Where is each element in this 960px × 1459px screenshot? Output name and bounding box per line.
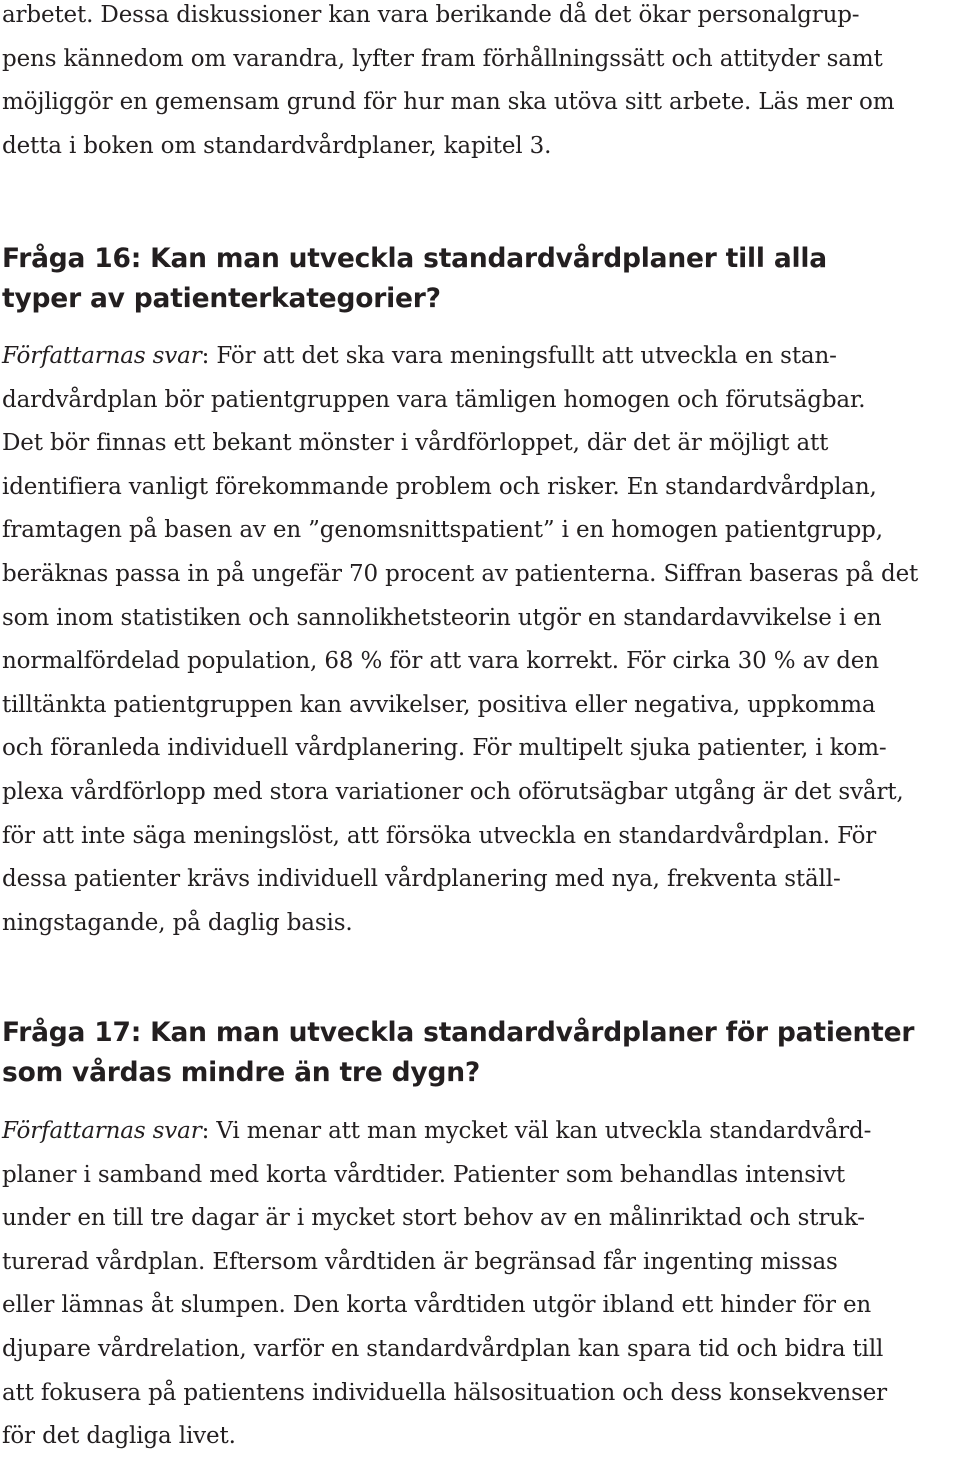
- question-17-heading: [0, 1013, 960, 1093]
- text-line: : För att det ska vara meningsfullt att utveckla en stan-: [201, 343, 837, 369]
- text-line: pens kännedom om varandra, lyfter fram förhållningssätt och attityder samt: [2, 45, 883, 72]
- text-line: under en till tre dagar är i mycket stort behov av en målinriktad och struk-: [2, 1205, 865, 1232]
- text-line: identifiera vanligt förekommande problem och risker. En standardvårdplan,: [2, 473, 877, 500]
- intro-paragraph: [0, 0, 960, 168]
- text-line: dardvårdplan bör patientgruppen vara tämligen homogen och förutsägbar.: [2, 386, 866, 413]
- text-line: planer i samband med korta vårdtider. Patienter som behandlas intensivt: [2, 1161, 846, 1188]
- text-line: möjliggör en gemensam grund för hur man ska utöva sitt arbete. Läs mer om: [2, 89, 895, 116]
- heading-line: Fråga 17: Kan man utveckla standardvårdplaner för patienter: [2, 1017, 915, 1048]
- question-16-answer: [0, 335, 960, 945]
- question-16-heading: [0, 239, 960, 319]
- text-line: normalfördelad population, 68 % för att vara korrekt. För cirka 30 % av den: [2, 648, 879, 675]
- text-line: detta i boken om standardvårdplaner, kapitel 3.: [2, 132, 552, 159]
- text-line: för det dagliga livet.: [2, 1423, 236, 1450]
- heading-line: Fråga 16: Kan man utveckla standardvårdplaner till alla: [2, 243, 827, 274]
- answer-label: Författarnas svar: [2, 1118, 202, 1144]
- text-line: dessa patienter krävs individuell vårdplanering med nya, frekventa ställ-: [2, 866, 841, 893]
- text-line: : Vi menar att man mycket väl kan utveckla standardvård-: [201, 1118, 872, 1144]
- heading-line: typer av patienterkategorier?: [2, 283, 441, 314]
- text-line: för att inte säga meningslöst, att försöka utveckla en standardvårdplan. För: [2, 822, 877, 849]
- answer-label: Författarnas svar: [2, 343, 202, 369]
- text-line: turerad vårdplan. Eftersom vårdtiden är begränsad får ingenting missas: [2, 1248, 838, 1275]
- question-17-answer: [0, 1110, 960, 1459]
- text-line: eller lämnas åt slumpen. Den korta vårdtiden utgör ibland ett hinder för en: [2, 1292, 872, 1319]
- text-line: djupare vårdrelation, varför en standardvårdplan kan spara tid och bidra till: [2, 1335, 884, 1362]
- text-line: tilltänkta patientgruppen kan avvikelser, positiva eller negativa, uppkomma: [2, 691, 876, 718]
- text-line: som inom statistiken och sannolikhetsteorin utgör en standardavvikelse i en: [2, 604, 882, 631]
- text-line: beräknas passa in på ungefär 70 procent av patienterna. Siffran baseras på det: [2, 560, 919, 587]
- text-line: framtagen på basen av en ”genomsnittspatient” i en homogen patientgrupp,: [2, 517, 883, 544]
- text-line: att fokusera på patientens individuella hälsosituation och dess konsekvenser: [2, 1379, 888, 1406]
- text-line: ningstagande, på daglig basis.: [2, 909, 353, 936]
- text-line: plexa vårdförlopp med stora variationer och oförutsägbar utgång är det svårt,: [2, 778, 904, 805]
- text-line: arbetet. Dessa diskussioner kan vara berikande då det ökar personalgrup-: [2, 2, 860, 28]
- text-line: Det bör finnas ett bekant mönster i vårdförloppet, där det är möjligt att: [2, 430, 829, 457]
- text-line: och föranleda individuell vårdplanering. För multipelt sjuka patienter, i kom-: [2, 735, 887, 762]
- heading-line: som vårdas mindre än tre dygn?: [2, 1057, 481, 1088]
